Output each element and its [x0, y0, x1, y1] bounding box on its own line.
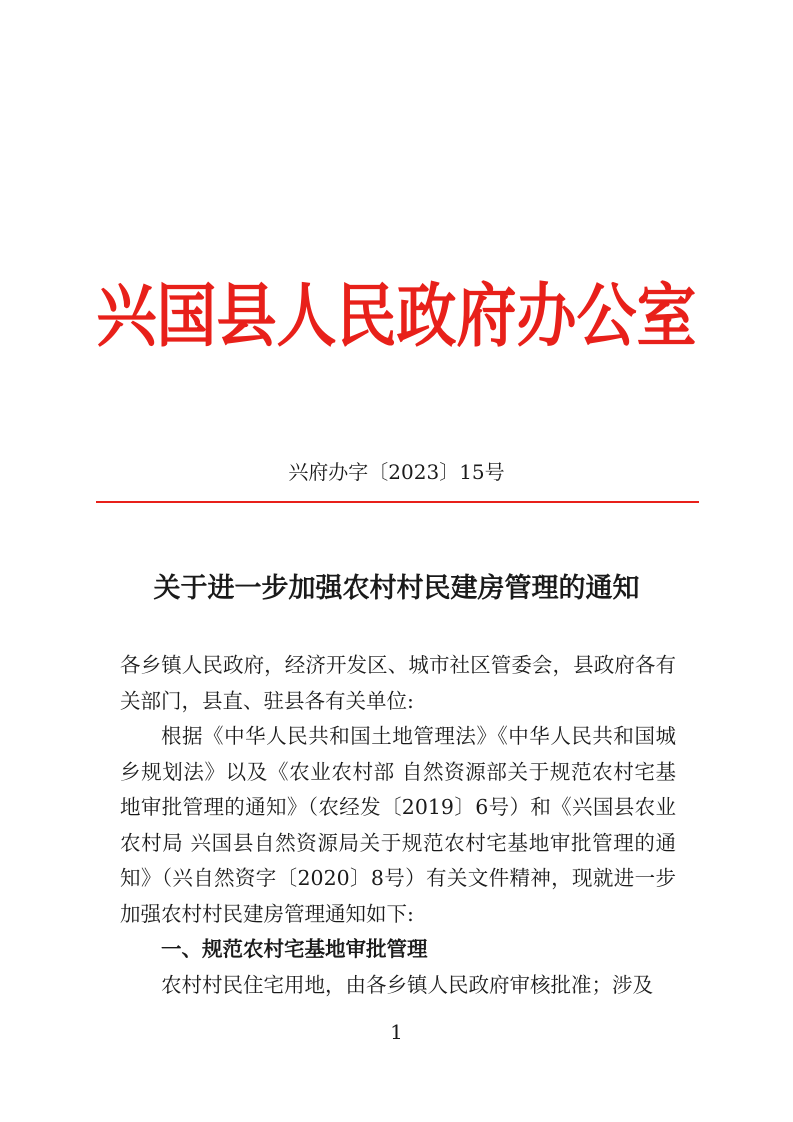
body-paragraph: 根据《中华人民共和国土地管理法》《中华人民共和国城乡规划法》以及《农业农村部 自然资源部关于规范农村宅基地审批管理的通知》（农经发〔2019〕6号）和《兴国县农业农村局 兴国县自然资源局关于规范农村宅基地审批管理的通知》（兴自然资字〔2020〕8号）有关文件精神，现就进一步加强农村村民建房管理通知如下:: [120, 724, 676, 926]
section-heading: 一、规范农村宅基地审批管理: [161, 937, 428, 961]
document-number: 兴府办字〔2023〕15号: [288, 460, 505, 484]
issuing-organization-title: 兴国县人民政府办公室: [96, 276, 697, 357]
salutation: 各乡镇人民政府，经济开发区、城市社区管委会，县政府各有关部门，县直、驻县各有关单位:: [120, 653, 676, 713]
red-divider-line: [96, 501, 699, 503]
document-title: 关于进一步加强农村村民建房管理的通知: [153, 573, 640, 604]
document-body: [120, 648, 676, 1003]
page-number: 1: [390, 1020, 403, 1044]
body-paragraph: 农村村民住宅用地，由各乡镇人民政府审核批准；涉及: [161, 972, 653, 997]
